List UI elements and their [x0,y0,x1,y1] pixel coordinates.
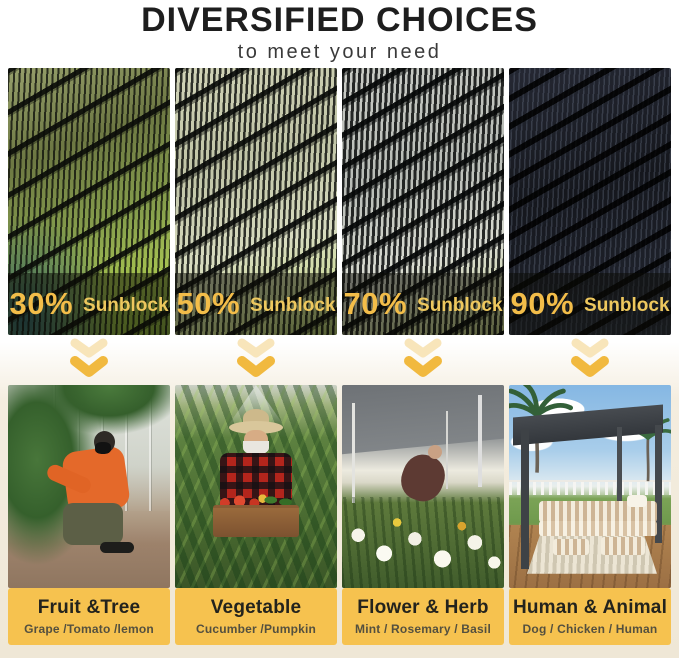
sunblock-label-bar [175,273,337,335]
double-chevron-down-icon [175,338,337,380]
pergola-patio-photo [509,385,671,588]
category-caption-vegetable [175,588,337,645]
worker-shoe-shape [100,542,134,553]
page-subtitle: to meet your need [237,41,442,63]
double-chevron-down-icon [509,338,671,380]
canopy-post-shape [352,403,355,503]
option-column-50 [175,68,337,645]
option-column-70 [342,68,504,645]
caption-subtitle: Dog / Chicken / Human [522,622,658,636]
double-chevron-down-icon [342,338,504,380]
sunblock-word: Sunblock [584,295,670,316]
greenhouse-worker-photo [8,385,170,588]
canopy-post-shape [478,395,482,487]
face-mask-shape [95,442,111,454]
shade-mesh-photo-50 [175,68,337,335]
flower-bed-shape [342,497,504,588]
caption-title: Human & Animal [512,597,668,618]
flower-nursery-photo [342,385,504,588]
shade-mesh-photo-30 [8,68,170,335]
double-chevron-down-icon [567,338,613,380]
double-chevron-down-icon [66,338,112,380]
ottoman-shape [601,537,645,555]
category-caption-fruit-tree [8,588,170,645]
wooden-crate-shape [213,505,299,537]
caption-title: Fruit &Tree [37,597,141,618]
caption-title: Flower & Herb [357,597,489,618]
worker-pants-shape [63,503,123,545]
sunblock-label-bar [8,273,170,335]
sunblock-word: Sunblock [83,295,169,316]
striped-sofa-shape [539,521,657,536]
header [0,0,679,64]
option-column-90 [509,68,671,645]
ottoman-shape [553,539,589,555]
canopy-post-shape [446,411,448,489]
sunblock-percent: 90% [510,286,575,321]
category-caption-flower-herb [342,588,504,645]
sunblock-percent: 70% [343,286,408,321]
page-title: DIVERSIFIED CHOICES [141,1,538,39]
double-chevron-down-icon [400,338,446,380]
caption-subtitle: Cucumber /Pumpkin [195,622,317,636]
sunblock-percent: 50% [176,286,241,321]
gardener-head-shape [428,445,442,459]
pillow-shape [627,495,647,507]
pergola-post-shape [521,429,529,569]
sunblock-percent: 30% [9,286,74,321]
double-chevron-down-icon [233,338,279,380]
double-chevron-down-icon [8,338,170,380]
sunblock-word: Sunblock [250,295,336,316]
option-column-30 [8,68,170,645]
shade-mesh-photo-70 [342,68,504,335]
caption-subtitle: Grape /Tomato /lemon [24,622,154,636]
sunblock-word: Sunblock [417,295,503,316]
category-caption-human-animal [509,588,671,645]
farmer-vegetable-photo [175,385,337,588]
sunblock-label-bar [342,273,504,335]
sunblock-label-bar [509,273,671,335]
caption-subtitle: Mint / Rosemary / Basil [355,622,491,636]
caption-title: Vegetable [210,597,302,618]
shade-mesh-photo-90 [509,68,671,335]
